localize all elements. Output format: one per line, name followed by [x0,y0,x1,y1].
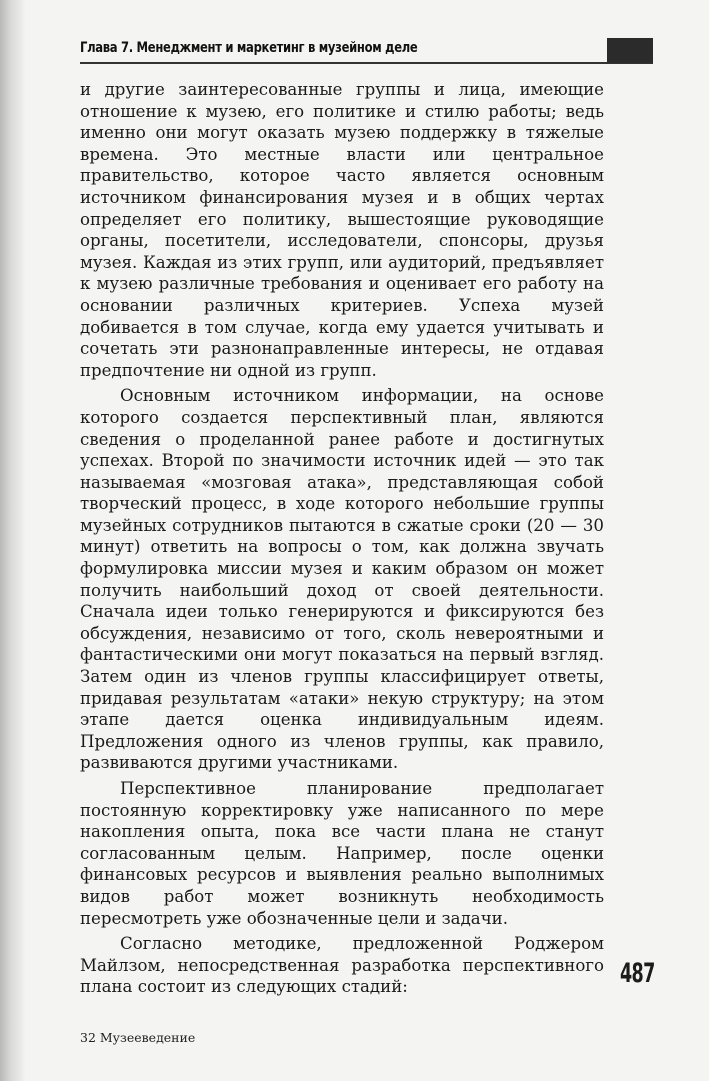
header-rule [80,62,653,64]
paragraph: Основным источником информации, на основе которого создается перспективный план, являются сведения о проделанной ранее работе и достигнутых успехах. Второй по значимости источник идей — это так называемая «мозговая атака», представляющая собой творческий процесс, в ходе которого небольшие группы музейных сотрудников пытаются в сжатые сроки (20 — 30 минут) ответить на вопросы о том, как должна звучать формулировка миссии музея и каким образом он может получить наибольший доход от своей деятельности. Сначала идеи только генерируются и фиксируются без обсуждения, независимо от того, сколь невероятными и фантастическими они могут показаться на первый взгляд. Затем один из членов группы классифицирует ответы, придавая результатам «атаки» некую структуру; на этом этапе дается оценка индивидуальным идеям. Предложения одного из членов группы, как правило, развиваются другими участниками. [80,386,604,773]
paragraph: Перспективное планирование предполагает постоянную корректировку уже написанного по мере накопления опыта, пока все части плана не станут согласованным целым. Например, после оценки финансовых ресурсов и выявления реально выполнимых видов работ может возникнуть необходимость пересмотреть уже обозначенные цели и задачи. [80,779,604,928]
binding-shadow [0,0,26,1081]
signature-footer: 32 Музееведение [80,1030,196,1045]
body-text [80,79,604,998]
header-tab-marker [607,38,653,63]
paragraph: Согласно методике, предложенной Роджером Майлзом, непосредственная разработка перспективного плана состоит из следующих стадий: [80,934,604,997]
running-header [80,38,653,68]
page-number: 487 [620,958,655,989]
chapter-title: Глава 7. Менеджмент и маркетинг в музейном деле [80,40,418,56]
paragraph: и другие заинтересованные группы и лица, имеющие отношение к музею, его политике и стилю работы; ведь именно они могут оказать музею поддержку в тяжелые времена. Это местные власти или центральное правительство, которое часто является основным источником финансирования музея и в общих чертах определяет его политику, вышестоящие руководящие органы, посетители, исследователи, спонсоры, друзья музея. Каждая из этих групп, или аудиторий, предъявляет к музею различные требования и оценивает его работу на основании различных критериев. Успеха музей добивается в том случае, когда ему удается учитывать и сочетать эти разнонаправленные интересы, не отдавая предпочтение ни одной из групп. [80,80,604,380]
